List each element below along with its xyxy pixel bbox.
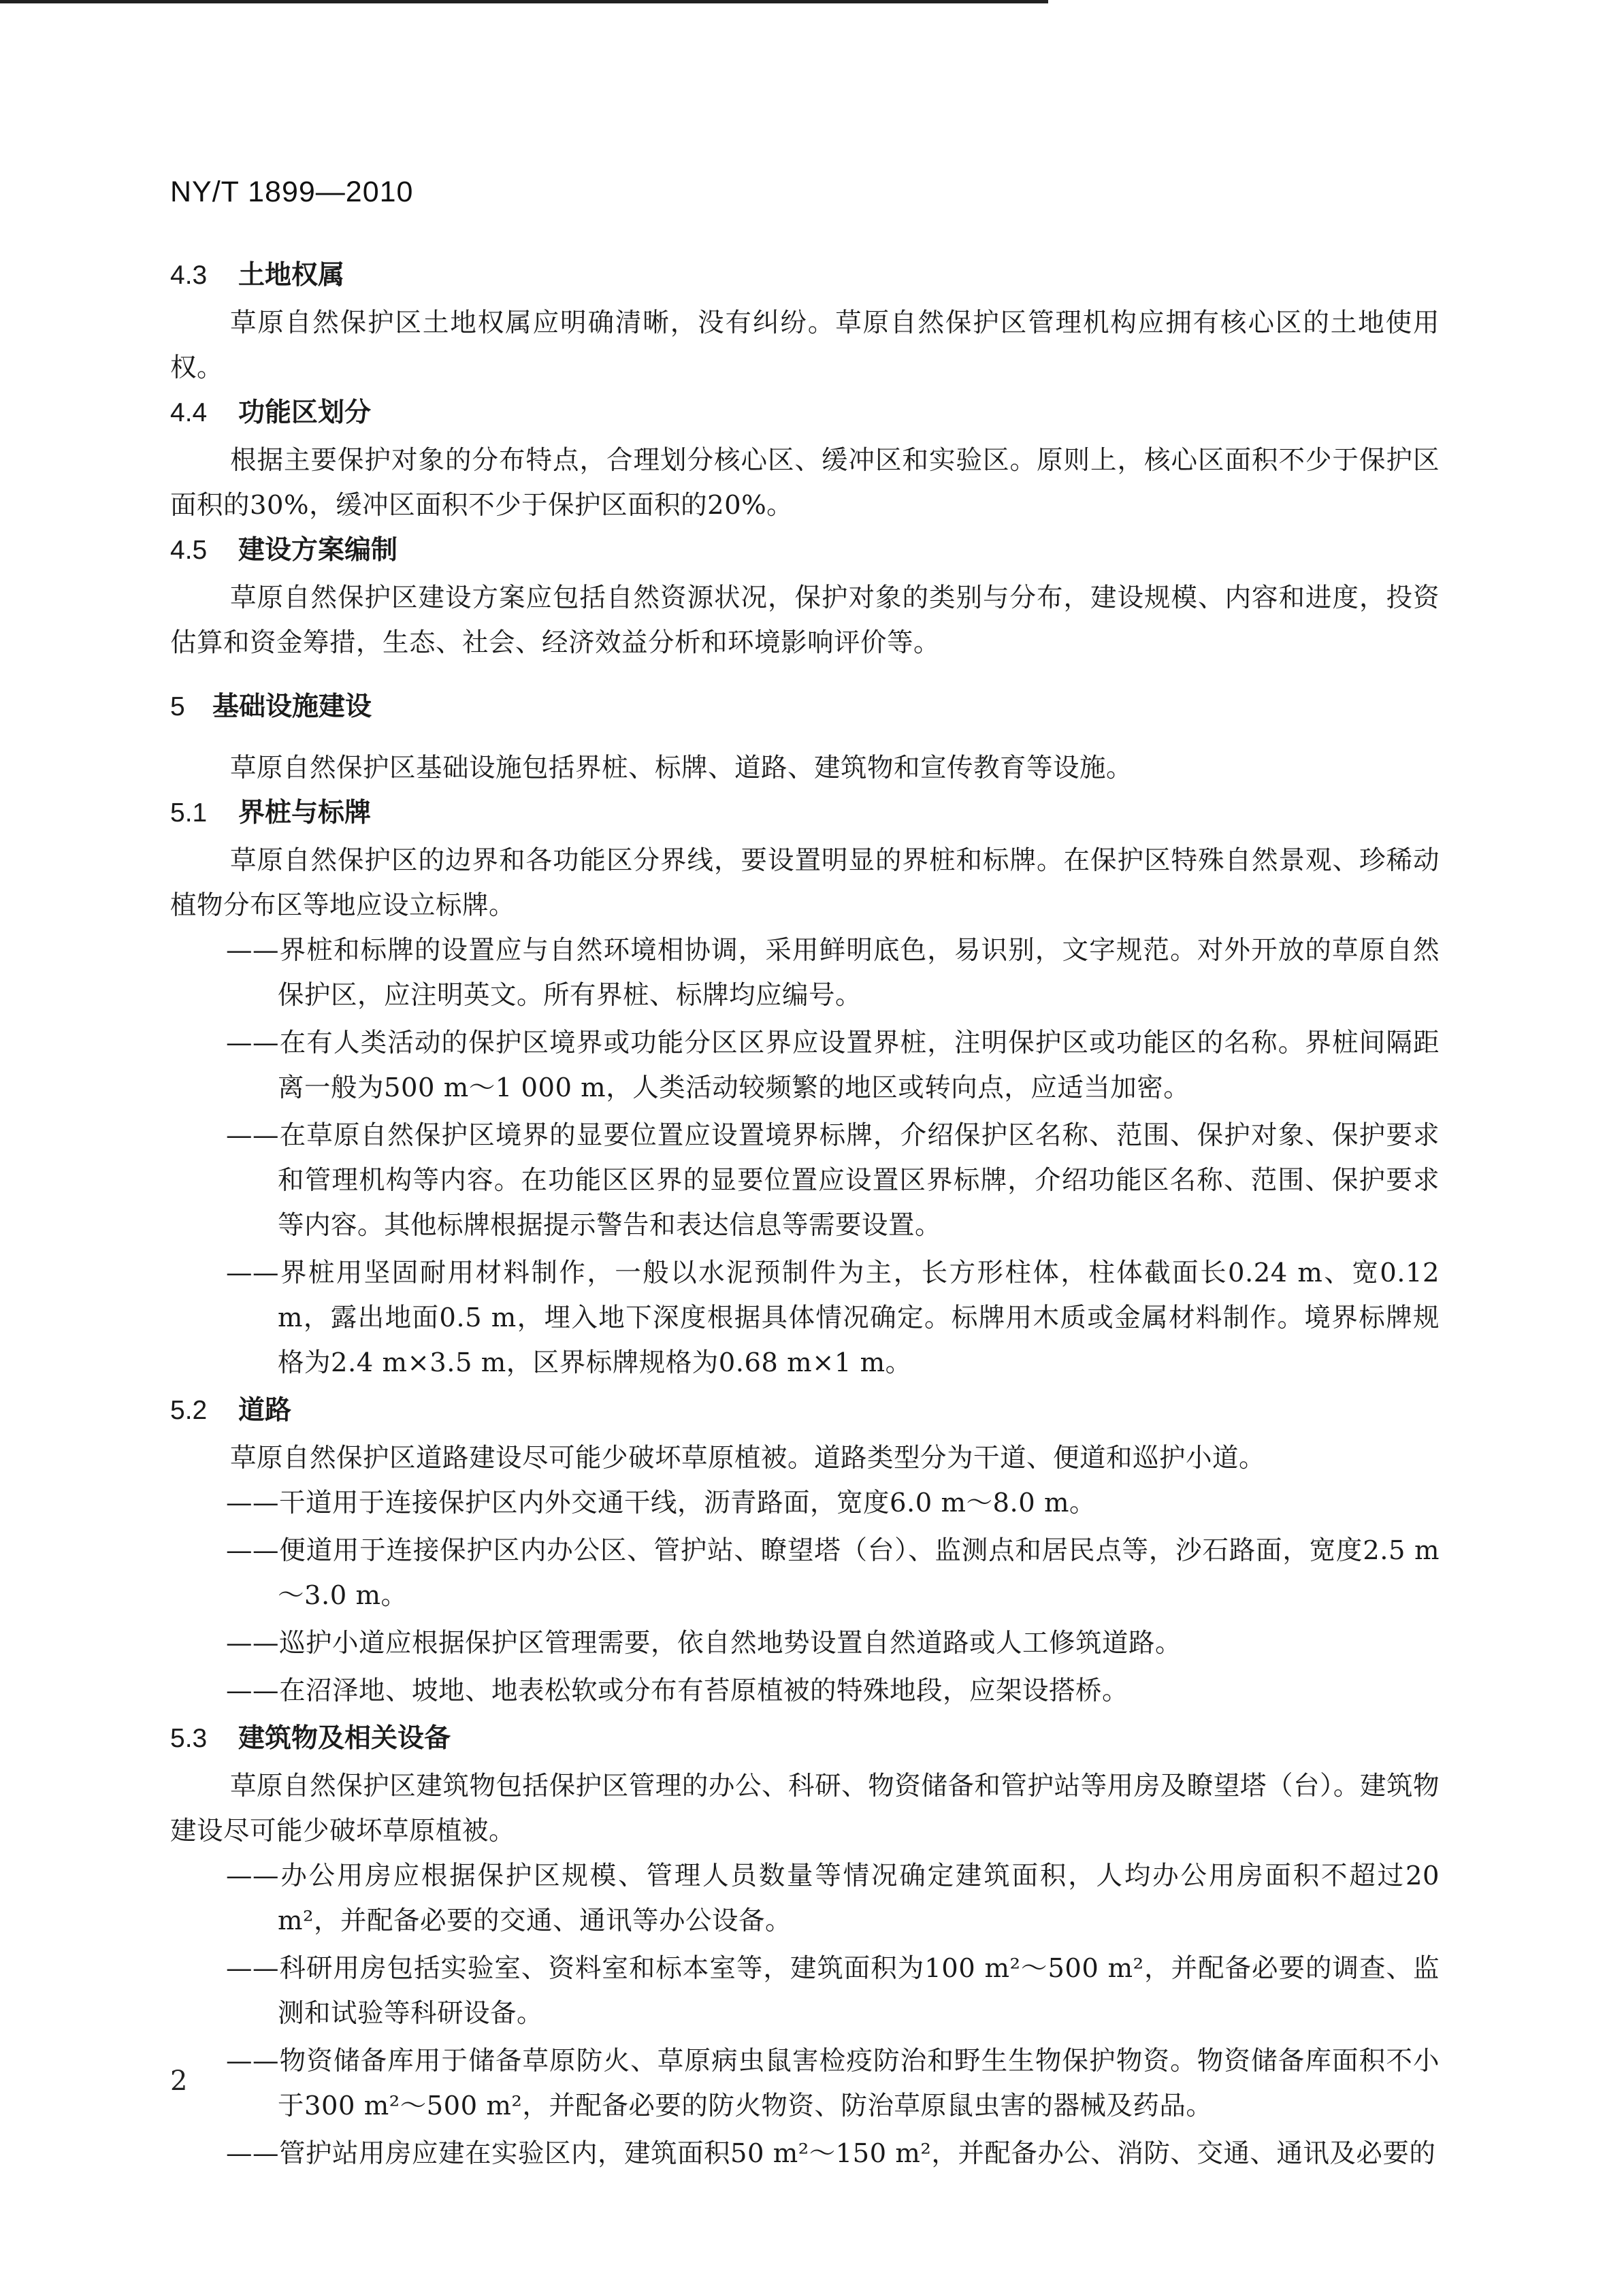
section-title: 基础设施建设 — [212, 691, 372, 722]
section-title: 建筑物及相关设备 — [238, 1723, 451, 1754]
section-heading — [170, 685, 1440, 730]
section-number: 5.3 — [170, 1724, 208, 1753]
paragraph: 根据主要保护对象的分布特点，合理划分核心区、缓冲区和实验区。原则上，核心区面积不少于保护区面积的30%，缓冲区面积不少于保护区面积的20%。 — [170, 445, 1440, 521]
top-rule — [0, 0, 1048, 9]
section-number: 4.5 — [170, 536, 208, 565]
paragraph: 草原自然保护区土地权属应明确清晰，没有纠纷。草原自然保护区管理机构应拥有核心区的土地使用权。 — [170, 308, 1440, 383]
paragraph: 草原自然保护区基础设施包括界桩、标牌、道路、建筑物和宣传教育等设施。 — [230, 753, 1133, 783]
paragraph: 草原自然保护区建筑物包括保护区管理的办公、科研、物资储备和管护站等用房及瞭望塔（台）。建筑物建设尽可能少破坏草原植被。 — [170, 1771, 1440, 1846]
section-heading — [170, 391, 1440, 436]
list-item: ——巡护小道应根据保护区管理需要，依自然地势设置自然道路或人工修筑道路。 — [226, 1628, 1182, 1659]
section-title: 建设方案编制 — [238, 535, 398, 566]
list-item: ——在草原自然保护区境界的显要位置应设置境界标牌，介绍保护区名称、范围、保护对象、保护要求和管理机构等内容。在功能区区界的显要位置应设置区界标牌，介绍功能区名称、范围、保护要求等内容。其他标牌根据提示警告和表达信息等需要设置。 — [226, 1120, 1440, 1241]
section-number: 4.4 — [170, 398, 208, 427]
list-item: ——办公用房应根据保护区规模、管理人员数量等情况确定建筑面积，人均办公用房面积不超过20 m²，并配备必要的交通、通讯等办公设备。 — [226, 1861, 1440, 1936]
section-title: 界桩与标牌 — [238, 798, 372, 828]
document-code: NY/T 1899—2010 — [170, 176, 414, 208]
list-item: ——在有人类活动的保护区境界或功能分区区界应设置界桩，注明保护区或功能区的名称。界桩间隔距离一般为500 m～1 000 m，人类活动较频繁的地区或转向点，应适当加密。 — [226, 1028, 1440, 1103]
section-number: 4.3 — [170, 261, 208, 290]
page-number: 2 — [170, 2065, 188, 2097]
paragraph: 草原自然保护区道路建设尽可能少破坏草原植被。道路类型分为干道、便道和巡护小道。 — [230, 1443, 1266, 1473]
list-item: ——便道用于连接保护区内办公区、管护站、瞭望塔（台）、监测点和居民点等，沙石路面，宽度2.5 m～3.0 m。 — [226, 1535, 1440, 1611]
section-heading — [170, 791, 1440, 836]
section-heading — [170, 1388, 1440, 1433]
section-number: 5 — [170, 692, 185, 721]
list-item: ——界桩用坚固耐用材料制作，一般以水泥预制件为主，长方形柱体，柱体截面长0.24 m、宽0.12 m，露出地面0.5 m，埋入地下深度根据具体情况确定。标牌用木质或金属材料制作。境界标牌规格为2.4 m×3.5 m，区界标牌规格为0.68 m×1 m。 — [226, 1258, 1440, 1378]
section-number: 5.1 — [170, 798, 208, 828]
paragraph: 草原自然保护区建设方案应包括自然资源状况，保护对象的类别与分布，建设规模、内容和进度，投资估算和资金筹措，生态、社会、经济效益分析和环境影响评价等。 — [170, 583, 1440, 658]
list-item: ——物资储备库用于储备草原防火、草原病虫鼠害检疫防治和野生生物保护物资。物资储备库面积不小于300 m²～500 m²，并配备必要的防火物资、防治草原鼠虫害的器械及药品。 — [226, 2046, 1440, 2121]
list-item: ——科研用房包括实验室、资料室和标本室等，建筑面积为100 m²～500 m²，并配备必要的调查、监测和试验等科研设备。 — [226, 1953, 1440, 2029]
section-title: 道路 — [238, 1395, 292, 1426]
section-heading — [170, 1716, 1440, 1761]
section-heading — [170, 253, 1440, 298]
section-number: 5.2 — [170, 1396, 208, 1425]
list-item: ——在沼泽地、坡地、地表松软或分布有苔原植被的特殊地段，应架设搭桥。 — [226, 1676, 1129, 1706]
section-title: 功能区划分 — [238, 397, 372, 428]
list-item: ——管护站用房应建在实验区内，建筑面积50 m²～150 m²，并配备办公、消防、交通、通讯及必要的 — [226, 2138, 1436, 2169]
paragraph: 草原自然保护区的边界和各功能区分界线，要设置明显的界桩和标牌。在保护区特殊自然景观、珍稀动植物分布区等地应设立标牌。 — [170, 845, 1440, 921]
section-title: 土地权属 — [238, 260, 345, 291]
list-item: ——界桩和标牌的设置应与自然环境相协调，采用鲜明底色，易识别，文字规范。对外开放的草原自然保护区，应注明英文。所有界桩、标牌均应编号。 — [226, 935, 1440, 1011]
list-item: ——干道用于连接保护区内外交通干线，沥青路面，宽度6.0 m～8.0 m。 — [226, 1488, 1096, 1518]
document-body — [170, 253, 1440, 2179]
section-heading — [170, 528, 1440, 573]
